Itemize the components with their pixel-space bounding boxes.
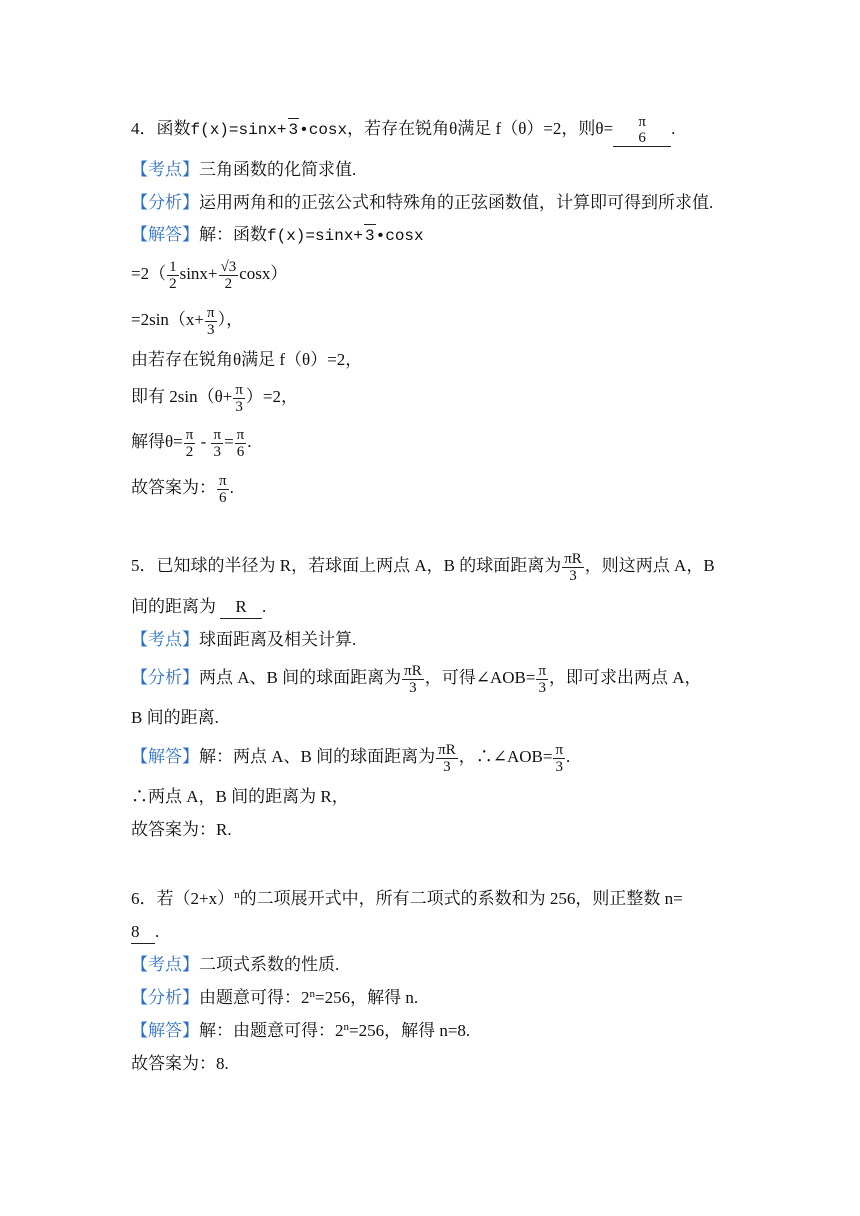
fraction: $\frac{\pi R}{3}$: [404, 662, 422, 696]
q6-question-cont: 8 .: [131, 921, 159, 944]
fenxi-tag: 【分析】: [131, 988, 199, 1007]
sqrt-3: 3: [288, 118, 300, 141]
kaodian-tag: 【考点】: [131, 630, 199, 649]
q6-number: 6．: [131, 889, 157, 908]
q5-fenxi-cont: B 间的距离.: [131, 708, 219, 727]
q4-step2: =2sin（x+ $\frac{\pi}{3}$ ），: [131, 304, 244, 338]
q6-answer-blank: 8: [131, 921, 155, 944]
q4-function: f(x)=sinx+: [190, 120, 287, 139]
fraction: $\frac{1}{2}$: [169, 258, 177, 292]
q4-jieda: 【解答】解：函数f(x)=sinx+ 3•cosx: [131, 225, 424, 245]
fraction: $\frac{\pi}{3}$: [555, 741, 564, 775]
jieda-tag: 【解答】: [131, 747, 199, 766]
q4-kaodian: 【考点】三角函数的化简求值.: [131, 160, 357, 179]
q6-jieda: 【解答】解：由题意可得：$2^n=256$，解得 n=8.: [131, 1021, 471, 1040]
q4-answer: 故答案为： $\frac{\pi}{6}$ .: [131, 472, 234, 506]
q5-answer-blank: R: [220, 596, 262, 619]
q6-answer: 故答案为：8.: [131, 1054, 229, 1073]
q6-fenxi: 【分析】由题意可得：$2^n=256$，解得 n.: [131, 988, 419, 1007]
q4-step3: 由若存在锐角θ满足 f（θ）=2，: [131, 350, 363, 369]
kaodian-tag: 【考点】: [131, 955, 199, 974]
fraction: $\frac{\pi}{6}$: [236, 426, 245, 460]
fraction: $\frac{\pi R}{3}$: [438, 741, 456, 775]
q5-step2: ∴两点 A，B 间的距离为 R，: [131, 787, 349, 806]
fraction: $\frac{\pi}{3}$: [235, 381, 243, 415]
fraction: $\frac{\pi}{2}$: [185, 426, 194, 460]
fraction: $\frac{\pi}{6}$: [219, 472, 227, 506]
q6-question: 6．若$(2+x)^n$的二项展开式中，所有二项式的系数和为 256，则正整数 n=: [131, 889, 683, 908]
q4-fenxi: 【分析】运用两角和的正弦公式和特殊角的正弦函数值，计算即可得到所求值.: [131, 193, 714, 212]
fraction: $\frac{\pi}{3}$: [207, 304, 215, 338]
fraction: $\frac{√3}{2}$: [220, 258, 237, 292]
fraction: $\frac{\pi R}{3}$: [564, 550, 582, 584]
q5-question-cont: 间的距离为 R .: [131, 596, 266, 619]
fenxi-tag: 【分析】: [131, 668, 199, 687]
q4-question: 4．函数f(x)=sinx+ 3•cosx，若存在锐角θ满足 f（θ）=2，则θ= π 6 .: [131, 114, 676, 146]
fraction: $\frac{\pi}{3}$: [538, 662, 547, 696]
jieda-tag: 【解答】: [131, 225, 199, 244]
q5-number: 5．: [131, 556, 157, 575]
q4-step4: 即有 2sin（θ+ $\frac{\pi}{3}$ ）=2，: [131, 381, 298, 415]
q4-number: 4．: [131, 118, 157, 138]
q4-step5: 解得θ= $\frac{\pi}{2}$ - $\frac{\pi}{3}$ = $\frac{\pi}{6}$ .: [131, 426, 252, 460]
q5-fenxi: 【分析】两点 A、B 间的球面距离为 $\frac{\pi R}{3}$ ，可得∠AOB= $\frac{\pi}{3}$ ，即可求出两点 A，: [131, 662, 702, 696]
q4-answer-blank: π 6: [613, 114, 671, 147]
jieda-tag: 【解答】: [131, 1021, 199, 1040]
q5-question: 5．已知球的半径为 R，若球面上两点 A，B 的球面距离为 $\frac{\pi R}{3}$ ，则这两点 A，B: [131, 550, 715, 584]
q6-kaodian: 【考点】二项式系数的性质.: [131, 955, 340, 974]
q5-kaodian: 【考点】球面距离及相关计算.: [131, 630, 357, 649]
q5-jieda: 【解答】解：两点 A、B 间的球面距离为 $\frac{\pi R}{3}$ ，∴∠AOB= $\frac{\pi}{3}$ .: [131, 741, 571, 775]
q4-step1: =2（ $\frac{1}{2}$ sinx+ $\frac{√3}{2}$ cosx）: [131, 258, 288, 292]
fraction: $\frac{\pi}{3}$: [213, 426, 222, 460]
q5-answer: 故答案为：R.: [131, 820, 232, 839]
kaodian-tag: 【考点】: [131, 160, 199, 179]
fenxi-tag: 【分析】: [131, 193, 199, 212]
